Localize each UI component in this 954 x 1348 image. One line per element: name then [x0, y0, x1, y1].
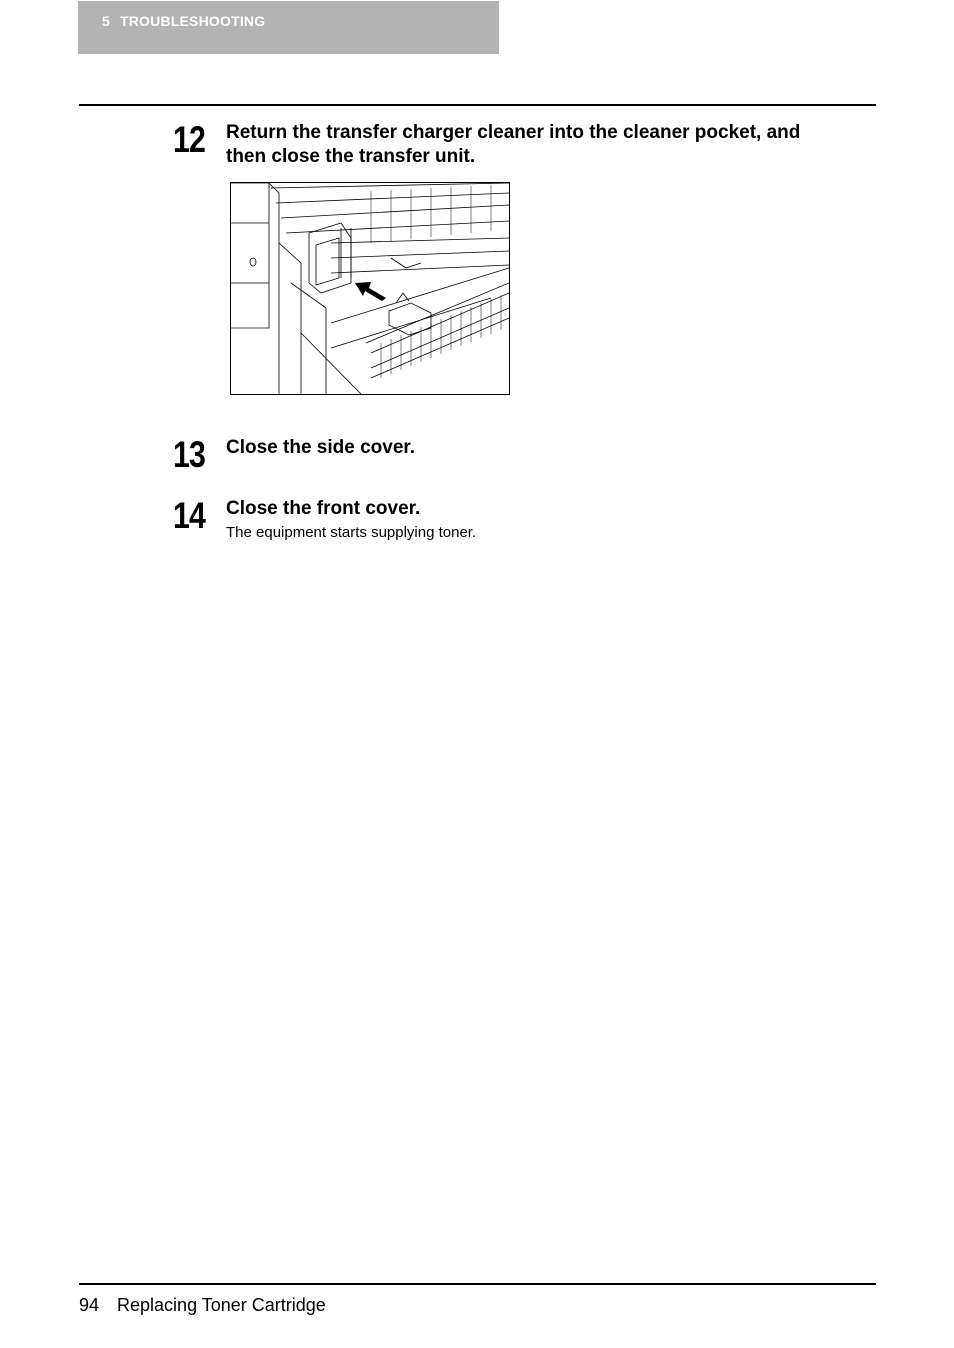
- section-title: Replacing Toner Cartridge: [117, 1295, 326, 1315]
- chapter-tab: [78, 1, 499, 54]
- step-12-line-2: then close the transfer unit.: [226, 146, 476, 167]
- step-14-note: The equipment starts supplying toner.: [226, 524, 477, 541]
- step-13-number: 13: [173, 434, 206, 475]
- chapter-title: TROUBLESHOOTING: [120, 13, 266, 29]
- transfer-unit-drawing: [231, 183, 509, 394]
- insert-arrow-icon: [355, 282, 386, 301]
- step-12-line-1: Return the transfer charger cleaner into the cleaner pocket, and: [226, 122, 801, 143]
- chapter-label: [102, 13, 265, 29]
- footer-divider: [79, 1283, 876, 1285]
- step-12-number: 12: [173, 119, 206, 160]
- step-12-instruction: [226, 121, 800, 169]
- step-13-instruction: Close the side cover.: [226, 437, 416, 458]
- step-14-instruction: Close the front cover.: [226, 498, 421, 519]
- transfer-unit-illustration: [230, 182, 510, 395]
- header-divider: [79, 104, 876, 106]
- chapter-number: 5: [102, 13, 110, 29]
- step-14-number: 14: [173, 495, 206, 536]
- page-footer: [79, 1295, 326, 1316]
- page-number: 94: [79, 1295, 100, 1315]
